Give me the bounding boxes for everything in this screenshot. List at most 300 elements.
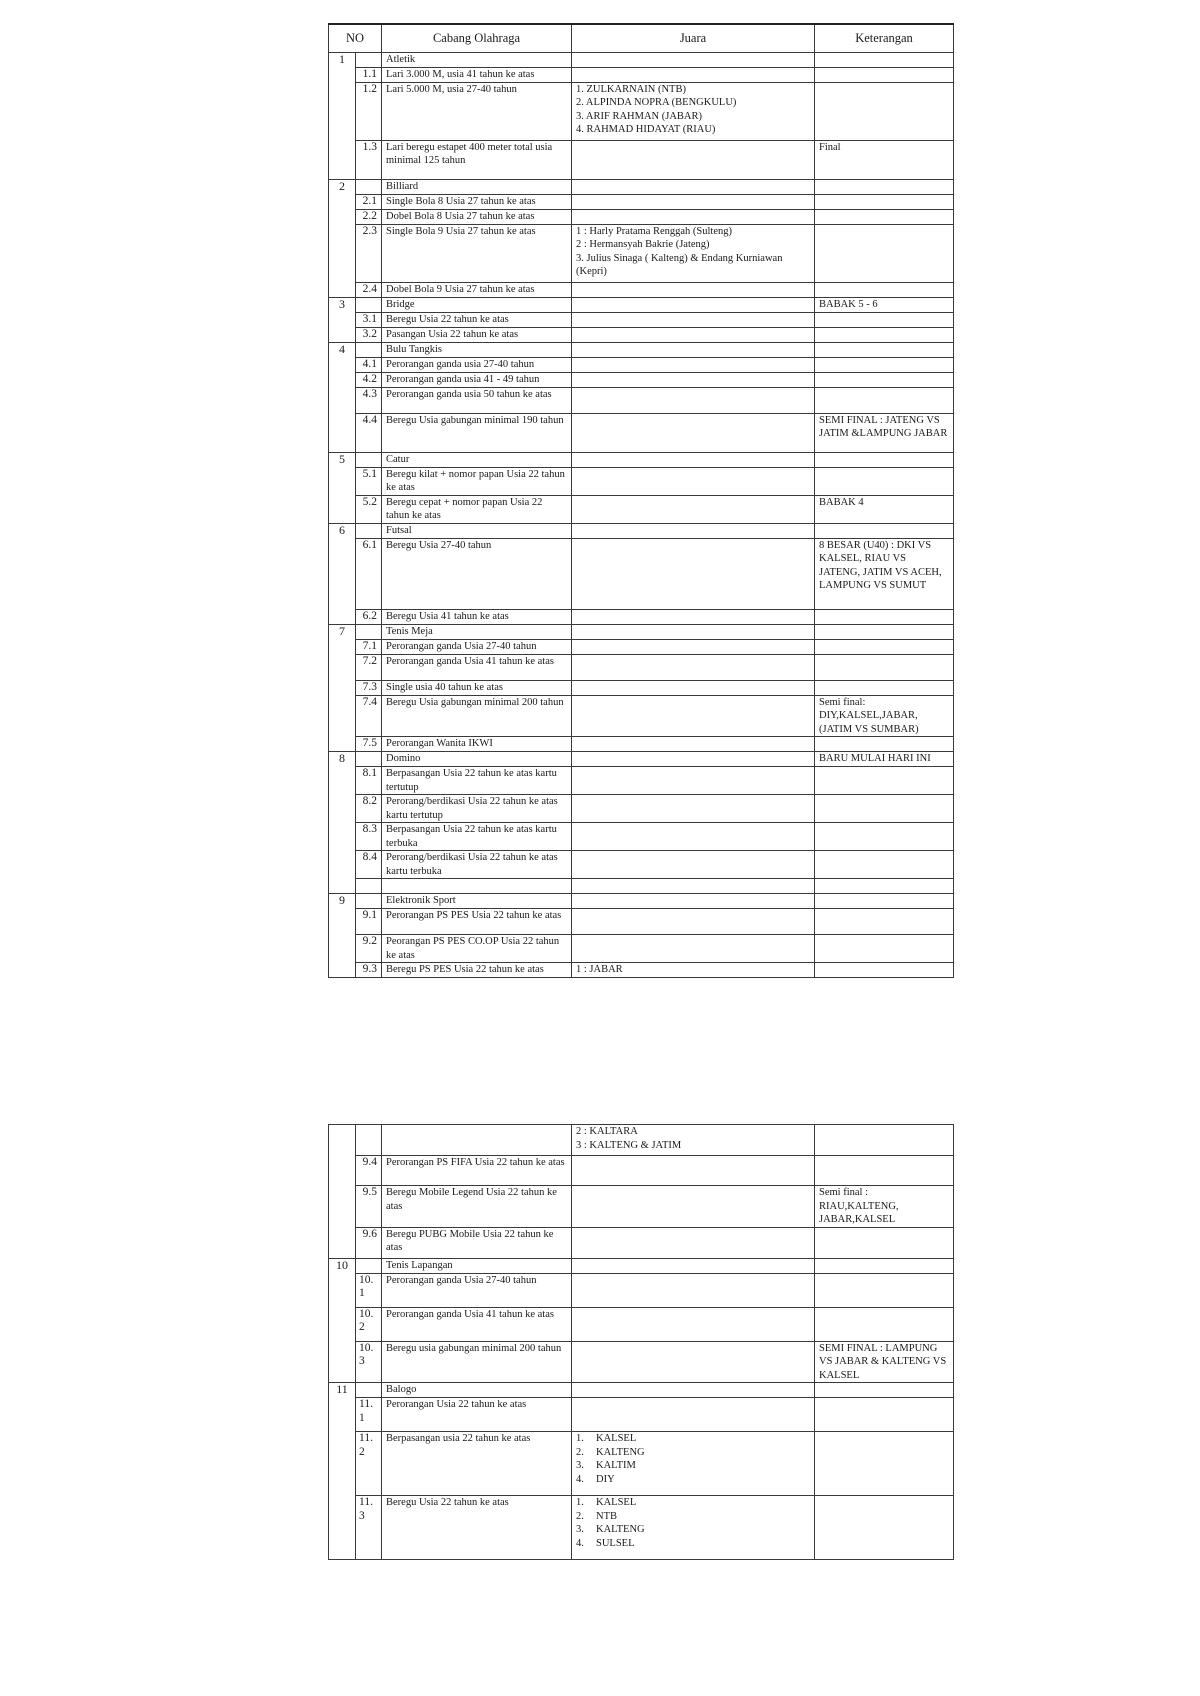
table-row: [329, 609, 954, 624]
juara-line: 4. RAHMAD HIDAYAT (RIAU): [576, 124, 716, 135]
sub-number: 2.3: [356, 224, 382, 282]
juara-cell: [572, 1383, 815, 1398]
event-name: Perorangan ganda Usia 41 tahun ke atas: [382, 1307, 572, 1341]
sub-number: 2.4: [356, 282, 382, 297]
juara-line: [576, 1496, 810, 1510]
event-name: Beregu Usia 22 tahun ke atas: [382, 312, 572, 327]
sub-number-empty: [356, 52, 382, 67]
sub-number-empty: [356, 752, 382, 767]
keterangan-cell: [815, 1258, 954, 1273]
keterangan-cell: [815, 327, 954, 342]
table-row: [329, 767, 954, 795]
event-name: Perorangan ganda usia 50 tahun ke atas: [382, 387, 572, 413]
juara-cell: [572, 680, 815, 695]
juara-cell: [572, 312, 815, 327]
table-row: [329, 387, 954, 413]
keterangan-cell: SEMI FINAL : LAMPUNG VS JABAR & KALTENG VS KALSEL: [815, 1341, 954, 1383]
table-row: [329, 538, 954, 609]
keterangan-cell: [815, 342, 954, 357]
table-row: [329, 894, 954, 909]
juara-line: [576, 1446, 810, 1460]
keterangan-cell: [815, 1496, 954, 1560]
juara-cell: [572, 1496, 815, 1560]
table-row: [329, 372, 954, 387]
keterangan-cell: [815, 935, 954, 963]
keterangan-cell: [815, 1125, 954, 1156]
juara-cell: [572, 297, 815, 312]
group-number: 10: [329, 1258, 356, 1383]
table-row: [329, 495, 954, 523]
event-name: Dobel Bola 9 Usia 27 tahun ke atas: [382, 282, 572, 297]
keterangan-cell: [815, 1227, 954, 1258]
juara-line: 3. Julius Sinaga ( Kalteng) & Endang Kurniawan (Kepri): [576, 252, 783, 277]
sub-number-empty: [356, 894, 382, 909]
juara-cell: [572, 1432, 815, 1496]
event-name: Lari beregu estapet 400 meter total usia minimal 125 tahun: [382, 140, 572, 179]
juara-line: 2. ALPINDA NOPRA (BENGKULU): [576, 97, 737, 108]
juara-line: 1 : Harly Pratama Renggah (Sulteng): [576, 225, 733, 237]
table-row: [329, 639, 954, 654]
table-row: [329, 282, 954, 297]
juara-team: KALSEL: [596, 1433, 637, 1444]
keterangan-cell: [815, 209, 954, 224]
sub-number: 7.3: [356, 680, 382, 695]
keterangan-cell: [815, 680, 954, 695]
table-row: [329, 823, 954, 851]
table-row: [329, 752, 954, 767]
juara-cell: [572, 752, 815, 767]
table-row: [329, 452, 954, 467]
header-cabang-olahraga: Cabang Olahraga: [382, 24, 572, 52]
sub-number: 9.6: [356, 1227, 382, 1258]
juara-line: 3. ARIF RAHMAN (JABAR): [576, 110, 703, 122]
juara-line: [576, 1432, 810, 1446]
juara-cell: [572, 194, 815, 209]
event-name: Beregu Usia gabungan minimal 200 tahun: [382, 695, 572, 737]
sub-number-empty: [356, 879, 382, 894]
table-row: [329, 680, 954, 695]
juara-team: KALSEL: [596, 1497, 637, 1508]
keterangan-cell: [815, 823, 954, 851]
juara-cell: [572, 140, 815, 179]
juara-cell: [572, 851, 815, 879]
keterangan-cell: [815, 1273, 954, 1307]
results-table-page-2: [328, 1124, 954, 1560]
sport-name: Tenis Meja: [382, 624, 572, 639]
juara-cell: [572, 209, 815, 224]
table-row: [329, 297, 954, 312]
juara-cell: [572, 935, 815, 963]
sub-number: 9.3: [356, 963, 382, 978]
sport-name: Futsal: [382, 523, 572, 538]
keterangan-cell: [815, 82, 954, 140]
juara-cell: [572, 1227, 815, 1258]
juara-cell: [572, 282, 815, 297]
event-name-empty: [382, 1125, 572, 1156]
keterangan-cell: [815, 452, 954, 467]
event-name: Perorangan ganda Usia 41 tahun ke atas: [382, 654, 572, 680]
juara-cell: [572, 538, 815, 609]
juara-cell: [572, 67, 815, 82]
sub-number: 8.3: [356, 823, 382, 851]
keterangan-cell: [815, 1383, 954, 1398]
event-name: Perorangan PS FIFA Usia 22 tahun ke atas: [382, 1156, 572, 1186]
header-juara: Juara: [572, 24, 815, 52]
event-name: Perorang/berdikasi Usia 22 tahun ke atas kartu tertutup: [382, 795, 572, 823]
sub-number: 3.2: [356, 327, 382, 342]
juara-rank: 2.: [576, 1446, 584, 1458]
event-name: Perorangan Usia 22 tahun ke atas: [382, 1398, 572, 1432]
keterangan-cell: [815, 879, 954, 894]
juara-cell: [572, 963, 815, 978]
sport-name: Tenis Lapangan: [382, 1258, 572, 1273]
group-number: 5: [329, 452, 356, 523]
table-row: [329, 82, 954, 140]
juara-cell: [572, 523, 815, 538]
table-row: [329, 1398, 954, 1432]
event-name: Single Bola 9 Usia 27 tahun ke atas: [382, 224, 572, 282]
keterangan-cell: [815, 372, 954, 387]
juara-cell: [572, 1156, 815, 1186]
group-number: 11: [329, 1383, 356, 1560]
sub-number: 5.1: [356, 467, 382, 495]
sport-name: Bulu Tangkis: [382, 342, 572, 357]
results-table-page-1: [328, 23, 954, 978]
keterangan-cell: [815, 67, 954, 82]
event-name: Perorangan PS PES Usia 22 tahun ke atas: [382, 909, 572, 935]
keterangan-cell: [815, 224, 954, 282]
event-name: Beregu usia gabungan minimal 200 tahun: [382, 1341, 572, 1383]
juara-cell: [572, 1186, 815, 1228]
table-row: [329, 224, 954, 282]
sub-number: 9.1: [356, 909, 382, 935]
table-row: [329, 879, 954, 894]
juara-cell: [572, 224, 815, 282]
event-name: Dobel Bola 8 Usia 27 tahun ke atas: [382, 209, 572, 224]
sub-number: 6.1: [356, 538, 382, 609]
group-number: 4: [329, 342, 356, 452]
table-row: [329, 1341, 954, 1383]
juara-cell: [572, 737, 815, 752]
sub-number: 5.2: [356, 495, 382, 523]
juara-cell: [572, 327, 815, 342]
group-number: 6: [329, 523, 356, 624]
sub-number: 1.3: [356, 140, 382, 179]
sub-number: 1.1: [356, 67, 382, 82]
event-name: Perorangan ganda Usia 27-40 tahun: [382, 1273, 572, 1307]
juara-line: 3 : KALTENG & JATIM: [576, 1139, 682, 1151]
keterangan-cell: BABAK 5 - 6: [815, 297, 954, 312]
table-row: [329, 695, 954, 737]
sub-number: 2.2: [356, 209, 382, 224]
juara-cell: [572, 467, 815, 495]
table-row: [329, 179, 954, 194]
juara-cell: [572, 1398, 815, 1432]
keterangan-cell: [815, 387, 954, 413]
table-row: [329, 1227, 954, 1258]
keterangan-cell: [815, 851, 954, 879]
event-name: Single usia 40 tahun ke atas: [382, 680, 572, 695]
juara-cell: [572, 179, 815, 194]
table-row: [329, 935, 954, 963]
keterangan-cell: BARU MULAI HARI INI: [815, 752, 954, 767]
event-name: Beregu Usia 41 tahun ke atas: [382, 609, 572, 624]
sub-number-empty: [356, 1125, 382, 1156]
group-number: 9: [329, 894, 356, 978]
table-row: [329, 209, 954, 224]
event-name: Beregu cepat + nomor papan Usia 22 tahun ke atas: [382, 495, 572, 523]
juara-cell: [572, 82, 815, 140]
table-row: [329, 523, 954, 538]
sub-number: 9.4: [356, 1156, 382, 1186]
juara-cell: [572, 372, 815, 387]
event-name: Beregu PUBG Mobile Usia 22 tahun ke atas: [382, 1227, 572, 1258]
sport-name: Balogo: [382, 1383, 572, 1398]
table-row: [329, 342, 954, 357]
table-row: [329, 654, 954, 680]
sub-number: 9.5: [356, 1186, 382, 1228]
sub-number-empty: [356, 452, 382, 467]
event-name: Berpasangan Usia 22 tahun ke atas kartu terbuka: [382, 823, 572, 851]
keterangan-cell: [815, 609, 954, 624]
event-name: Perorangan ganda usia 41 - 49 tahun: [382, 372, 572, 387]
table-row: [329, 67, 954, 82]
juara-line: 1 : JABAR: [576, 964, 623, 975]
event-name: Peorangan PS PES CO.OP Usia 22 tahun ke atas: [382, 935, 572, 963]
juara-line: 2 : KALTARA: [576, 1126, 638, 1137]
keterangan-cell: Semi final: DIY,KALSEL,JABAR, (JATIM VS SUMBAR): [815, 695, 954, 737]
juara-cell: [572, 909, 815, 935]
sub-number: 11. 3: [356, 1496, 382, 1560]
keterangan-cell: [815, 909, 954, 935]
event-name: Beregu Mobile Legend Usia 22 tahun ke atas: [382, 1186, 572, 1228]
table-row: [329, 624, 954, 639]
juara-cell: [572, 624, 815, 639]
group-number: 8: [329, 752, 356, 894]
juara-cell: [572, 342, 815, 357]
sub-number-empty: [356, 297, 382, 312]
juara-rank: 4.: [576, 1537, 584, 1549]
table-row: [329, 1258, 954, 1273]
sub-number: 6.2: [356, 609, 382, 624]
sub-number-empty: [356, 523, 382, 538]
group-number: 2: [329, 179, 356, 297]
sub-number: 7.1: [356, 639, 382, 654]
juara-team: DIY: [596, 1473, 615, 1485]
table-row: [329, 467, 954, 495]
juara-cell: [572, 609, 815, 624]
keterangan-cell: [815, 795, 954, 823]
juara-cell: [572, 52, 815, 67]
sub-number: 9.2: [356, 935, 382, 963]
sub-number: 10. 1: [356, 1273, 382, 1307]
keterangan-cell: [815, 654, 954, 680]
sub-number: 8.4: [356, 851, 382, 879]
sub-number: 11. 2: [356, 1432, 382, 1496]
keterangan-cell: 8 BESAR (U40) : DKI VS KALSEL, RIAU VS JATENG, JATIM VS ACEH, LAMPUNG VS SUMUT: [815, 538, 954, 609]
table-row: [329, 1186, 954, 1228]
juara-cell: [572, 795, 815, 823]
event-name: Beregu Usia 22 tahun ke atas: [382, 1496, 572, 1560]
table-row: [329, 1125, 954, 1156]
juara-cell: [572, 879, 815, 894]
keterangan-cell: [815, 737, 954, 752]
keterangan-cell: [815, 357, 954, 372]
juara-team: KALTENG: [596, 1524, 645, 1535]
sport-name: Atletik: [382, 52, 572, 67]
table-row: [329, 1432, 954, 1496]
keterangan-cell: [815, 894, 954, 909]
table-row: [329, 140, 954, 179]
table-row: [329, 1156, 954, 1186]
juara-cell: [572, 654, 815, 680]
event-name: Perorangan Wanita IKWI: [382, 737, 572, 752]
table-row: [329, 795, 954, 823]
sub-number: 11. 1: [356, 1398, 382, 1432]
event-name: Lari 5.000 M, usia 27-40 tahun: [382, 82, 572, 140]
juara-rank: 1.: [576, 1433, 584, 1444]
sub-number: 1.2: [356, 82, 382, 140]
table-row: [329, 963, 954, 978]
keterangan-cell: [815, 624, 954, 639]
juara-cell: [572, 452, 815, 467]
keterangan-cell: [815, 179, 954, 194]
juara-cell: [572, 695, 815, 737]
sub-number: 4.2: [356, 372, 382, 387]
juara-cell: [572, 413, 815, 452]
juara-cell: [572, 495, 815, 523]
event-name: Beregu kilat + nomor papan Usia 22 tahun ke atas: [382, 467, 572, 495]
sport-name: Domino: [382, 752, 572, 767]
table-row: [329, 1273, 954, 1307]
event-name: Beregu Usia gabungan minimal 190 tahun: [382, 413, 572, 452]
table-row: [329, 909, 954, 935]
group-number: 7: [329, 624, 356, 752]
header-no: NO: [329, 24, 382, 52]
event-name: Beregu Usia 27-40 tahun: [382, 538, 572, 609]
keterangan-cell: [815, 523, 954, 538]
keterangan-cell: [815, 1307, 954, 1341]
juara-cell: [572, 894, 815, 909]
keterangan-cell: [815, 467, 954, 495]
sport-name: Billiard: [382, 179, 572, 194]
juara-rank: 3.: [576, 1460, 584, 1471]
table-row: [329, 357, 954, 372]
juara-cell: [572, 1341, 815, 1383]
juara-cell: [572, 823, 815, 851]
juara-team: KALTIM: [596, 1460, 636, 1471]
sub-number-empty: [356, 179, 382, 194]
sub-number: 4.3: [356, 387, 382, 413]
event-name: Beregu PS PES Usia 22 tahun ke atas: [382, 963, 572, 978]
sub-number: 7.5: [356, 737, 382, 752]
event-name: Perorangan ganda usia 27-40 tahun: [382, 357, 572, 372]
sub-number: 8.2: [356, 795, 382, 823]
header-keterangan: Keterangan: [815, 24, 954, 52]
keterangan-cell: [815, 1398, 954, 1432]
keterangan-cell: BABAK 4: [815, 495, 954, 523]
juara-team: SULSEL: [596, 1537, 635, 1549]
keterangan-cell: [815, 1156, 954, 1186]
juara-line: 1. ZULKARNAIN (NTB): [576, 83, 686, 95]
juara-line: [576, 1510, 810, 1524]
juara-rank: 1.: [576, 1497, 584, 1508]
juara-cell: [572, 767, 815, 795]
juara-cell: [572, 1258, 815, 1273]
sub-number-empty: [356, 342, 382, 357]
group-number: 3: [329, 297, 356, 342]
sub-number: 4.1: [356, 357, 382, 372]
table-row: [329, 327, 954, 342]
juara-cell: [572, 1125, 815, 1156]
keterangan-cell: [815, 1432, 954, 1496]
juara-cell: [572, 357, 815, 372]
table-row: [329, 1496, 954, 1560]
table-row: [329, 52, 954, 67]
sub-number: 10. 3: [356, 1341, 382, 1383]
event-name: Pasangan Usia 22 tahun ke atas: [382, 327, 572, 342]
sport-name: Catur: [382, 452, 572, 467]
table-row: [329, 1307, 954, 1341]
event-name: Berpasangan Usia 22 tahun ke atas kartu tertutup: [382, 767, 572, 795]
event-name: Perorangan ganda Usia 27-40 tahun: [382, 639, 572, 654]
sub-number: 8.1: [356, 767, 382, 795]
sub-number-empty: [356, 1383, 382, 1398]
event-name-empty: [382, 879, 572, 894]
table-row: [329, 1383, 954, 1398]
juara-team: NTB: [596, 1510, 617, 1522]
event-name: Single Bola 8 Usia 27 tahun ke atas: [382, 194, 572, 209]
juara-cell: [572, 639, 815, 654]
table-row: [329, 851, 954, 879]
keterangan-cell: [815, 52, 954, 67]
keterangan-cell: [815, 639, 954, 654]
group-number: 1: [329, 52, 356, 179]
sub-number: 4.4: [356, 413, 382, 452]
event-name: Lari 3.000 M, usia 41 tahun ke atas: [382, 67, 572, 82]
keterangan-cell: [815, 194, 954, 209]
juara-line: [576, 1459, 810, 1473]
juara-cell: [572, 1307, 815, 1341]
keterangan-cell: [815, 767, 954, 795]
juara-line: [576, 1537, 810, 1551]
group-number-continued: [329, 1125, 356, 1259]
keterangan-cell: SEMI FINAL : JATENG VS JATIM &LAMPUNG JABAR: [815, 413, 954, 452]
event-name: Perorang/berdikasi Usia 22 tahun ke atas kartu terbuka: [382, 851, 572, 879]
table-row: [329, 413, 954, 452]
event-name: Berpasangan usia 22 tahun ke atas: [382, 1432, 572, 1496]
sport-name: Elektronik Sport: [382, 894, 572, 909]
table-row: [329, 194, 954, 209]
juara-team: KALTENG: [596, 1446, 645, 1458]
sub-number: 7.2: [356, 654, 382, 680]
juara-cell: [572, 1273, 815, 1307]
keterangan-cell: Semi final : RIAU,KALTENG, JABAR,KALSEL: [815, 1186, 954, 1228]
keterangan-cell: Final: [815, 140, 954, 179]
juara-rank: 4.: [576, 1473, 584, 1485]
keterangan-cell: [815, 963, 954, 978]
juara-rank: 2.: [576, 1510, 584, 1522]
sub-number-empty: [356, 1258, 382, 1273]
sub-number: 3.1: [356, 312, 382, 327]
sub-number-empty: [356, 624, 382, 639]
table-row: [329, 312, 954, 327]
juara-cell: [572, 387, 815, 413]
juara-line: [576, 1473, 810, 1487]
table-row: [329, 737, 954, 752]
juara-line: [576, 1523, 810, 1537]
juara-rank: 3.: [576, 1524, 584, 1535]
